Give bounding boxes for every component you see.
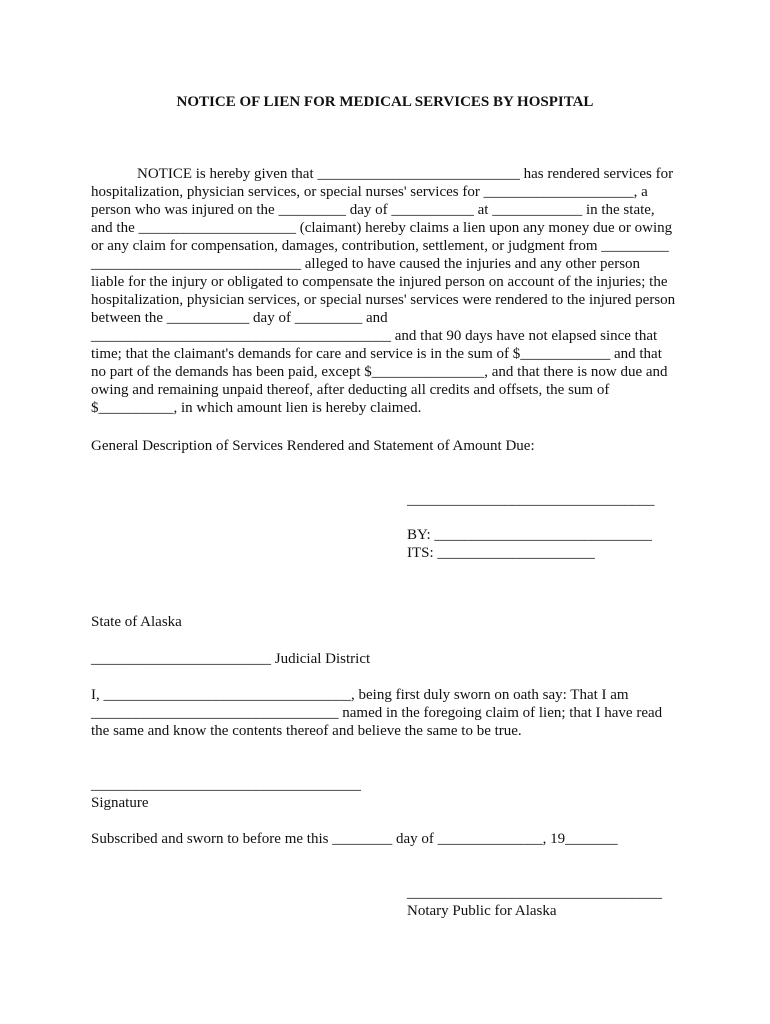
judicial-district-field: ________________________ Judicial District — [91, 651, 371, 667]
oath-line-3: the same and know the contents thereof and believe the same to be true. — [91, 723, 522, 739]
notice-line-11: time; that the claimant's demands for care and service is in the sum of $____________ and that — [91, 346, 662, 362]
notice-line-13: owing and remaining unpaid thereof, after deducting all credits and offsets, the sum of — [91, 382, 610, 398]
services-description-heading: General Description of Services Rendered and Statement of Amount Due: — [91, 438, 535, 454]
oath-paragraph — [91, 686, 662, 740]
notice-line-14: $__________, in which amount lien is hereby claimed. — [91, 400, 422, 416]
notice-line-8: hospitalization, physician services, or special nurses' services were rendered to the injured person — [91, 292, 676, 308]
by-field: BY: _____________________________ — [407, 527, 652, 543]
notice-line-9: between the ___________ day of _________ and — [91, 310, 388, 326]
subscribed-sworn-line: Subscribed and sworn to before me this ________ day of ______________, 19_______ — [91, 831, 618, 847]
notice-line-4: and the _____________________ (claimant) hereby claims a lien upon any money due or owing — [91, 220, 673, 236]
claimant-signature-block — [407, 491, 655, 562]
oath-line-2: _________________________________ named in the foregoing claim of lien; that I have read — [91, 705, 663, 721]
oath-line-1: I, _________________________________, being first duly sworn on oath say: That I am — [91, 687, 629, 703]
notary-block — [407, 884, 662, 920]
notice-line-2: hospitalization, physician services, or special nurses' services for ____________________, a — [91, 184, 648, 200]
affiant-signature-block — [91, 776, 361, 812]
affiant-signature-line: ____________________________________ — [91, 777, 361, 793]
claimant-signature-line: _________________________________ — [407, 492, 655, 508]
signature-label: Signature — [91, 795, 149, 811]
notary-signature-line: __________________________________ — [407, 885, 662, 901]
notice-line-5: or any claim for compensation, damages, contribution, settlement, or judgment from _________ — [91, 238, 669, 254]
document-title: NOTICE OF LIEN FOR MEDICAL SERVICES BY HOSPITAL — [176, 94, 594, 110]
notary-label: Notary Public for Alaska — [407, 903, 557, 919]
notice-line-1: NOTICE is hereby given that ___________________________ has rendered services for — [137, 166, 674, 182]
notice-line-6: ____________________________ alleged to have caused the injuries and any other person — [91, 256, 641, 272]
its-field: ITS: _____________________ — [407, 545, 595, 561]
notice-line-12: no part of the demands has been paid, except $_______________, and that there is now due and — [91, 364, 668, 380]
notice-line-10: ________________________________________ and that 90 days have not elapsed since that — [91, 328, 658, 344]
state-of-alaska-label: State of Alaska — [91, 614, 182, 630]
notice-line-7: liable for the injury or obligated to compensate the injured person on account of the injuries; the — [91, 274, 668, 290]
notice-paragraph — [91, 165, 675, 417]
notice-line-3: person who was injured on the _________ day of ___________ at ____________ in the state, — [91, 202, 655, 218]
